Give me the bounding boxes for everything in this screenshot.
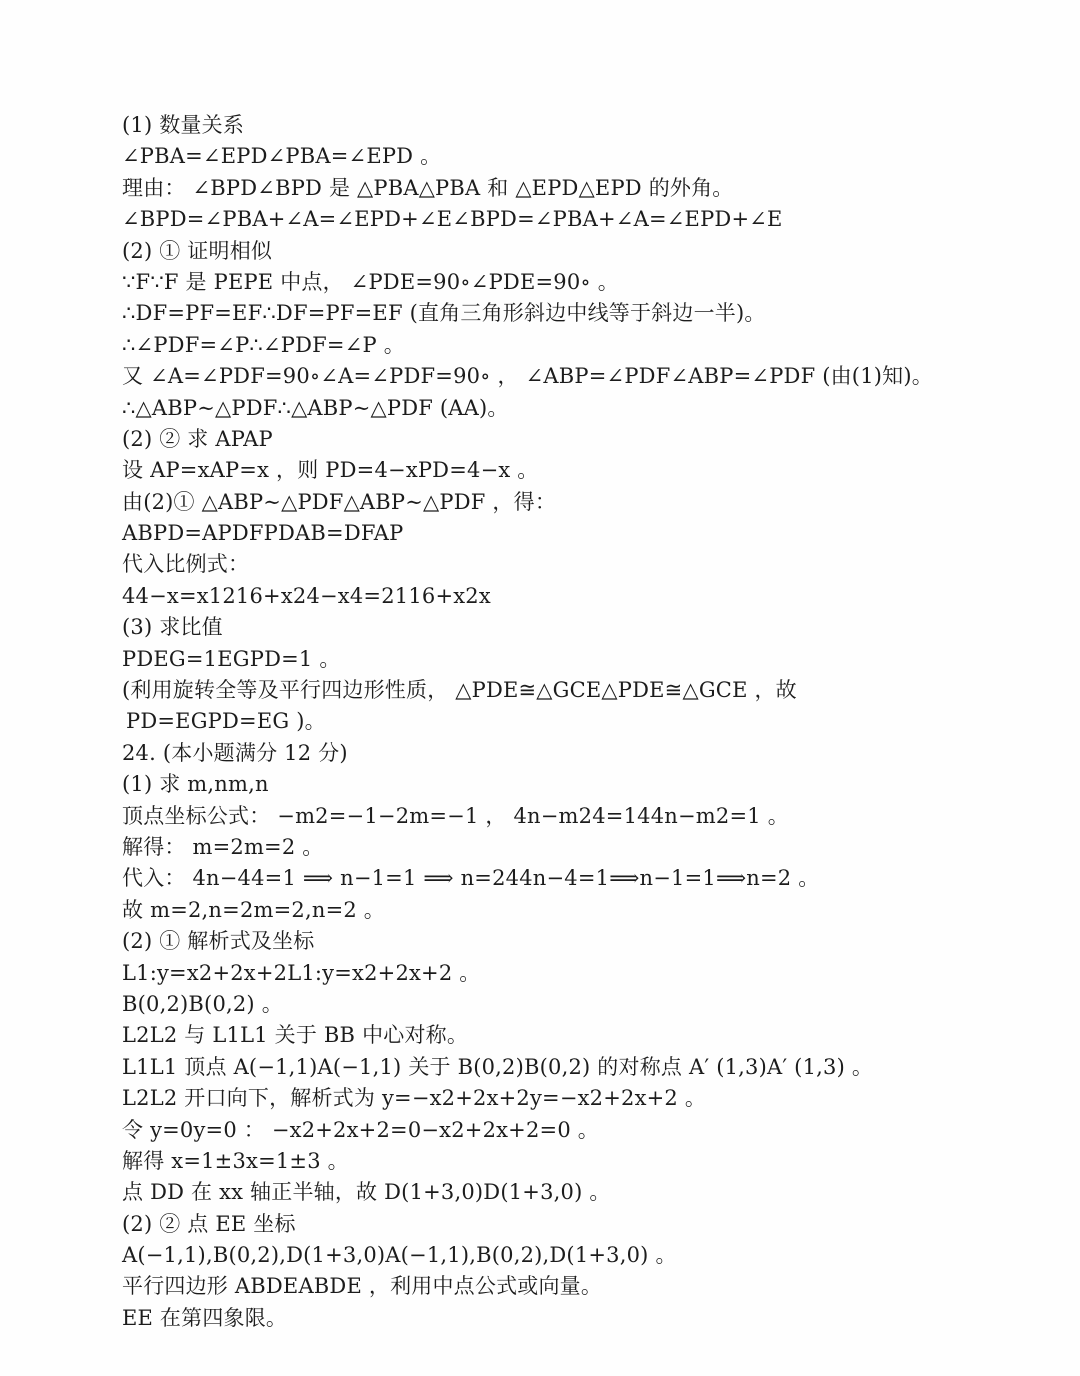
text-line: (3) 求比值 (122, 615, 223, 640)
text-line: PD=EGPD=EG )。 (126, 709, 326, 734)
text-line: ∴DF=PF=EF∴DF=PF=EF (直角三角形斜边中线等于斜边一半)。 (122, 301, 766, 326)
text-line: 故 m=2,n=2m=2,n=2 。 (122, 897, 386, 922)
text-line: ∵F∵F 是 PEPE 中点， ∠PDE=90∘∠PDE=90∘ 。 (122, 269, 619, 294)
text-line: 由(2)① △ABP∼△PDF△ABP∼△PDF ，得： (122, 489, 557, 514)
text-line: ∠BPD=∠PBA+∠A=∠EPD+∠E∠BPD=∠PBA+∠A=∠EPD+∠E (122, 207, 783, 232)
text-line: PDEG=1EGPD=1 。 (122, 646, 341, 671)
text-line: 44−x=x1216+x24−x4=2116+x2x (122, 583, 491, 608)
text-line: 令 y=0y=0 ： −x2+2x+2=0−x2+2x+2=0 。 (122, 1117, 599, 1142)
text-line: (2) ② 求 APAP (122, 426, 273, 451)
text-line: 平行四边形 ABDEABDE ，利用中点公式或向量。 (122, 1274, 603, 1299)
text-line: 代入： 4n−44=1 ⟹ n−1=1 ⟹ n=244n−4=1⟹n−1=1⟹n=2 。 (122, 866, 820, 891)
text-line: 代入比例式： (122, 552, 250, 577)
text-line: ABPD=APDFPDAB=DFAP (122, 521, 404, 546)
text-line: 设 AP=xAP=x ，则 PD=4−xPD=4−x 。 (122, 458, 539, 483)
text-line: (2) ① 解析式及坐标 (122, 929, 315, 954)
text-line: ∴△ABP∼△PDF∴△ABP∼△PDF (AA)。 (122, 395, 509, 420)
text-line: 点 DD 在 xx 轴正半轴，故 D(1+3,0)D(1+3,0) 。 (122, 1180, 611, 1205)
text-line: L2L2 与 L1L1 关于 BB 中心对称。 (122, 1023, 469, 1048)
text-line: ∠PBA=∠EPD∠PBA=∠EPD 。 (122, 144, 442, 169)
solution-text (122, 110, 1062, 1334)
text-line: (1) 求 m,nm,n (122, 772, 269, 797)
text-line: A(−1,1),B(0,2),D(1+3,0)A(−1,1),B(0,2),D(1+3,0) 。 (122, 1243, 677, 1268)
text-line: 理由： ∠BPD∠BPD 是 △PBA△PBA 和 △EPD△EPD 的外角。 (122, 175, 734, 200)
text-line: (2) ② 点 EE 坐标 (122, 1211, 296, 1236)
text-line: EE 在第四象限。 (122, 1305, 288, 1330)
text-line: ∴∠PDF=∠P∴∠PDF=∠P 。 (122, 332, 405, 357)
text-line: 又 ∠A=∠PDF=90∘∠A=∠PDF=90∘ ， ∠ABP=∠PDF∠ABP=∠PDF (由(1)知)。 (122, 364, 933, 389)
text-line: B(0,2)B(0,2) 。 (122, 991, 283, 1016)
text-line: L1L1 顶点 A(−1,1)A(−1,1) 关于 B(0,2)B(0,2) 的对称点 A′ (1,3)A′ (1,3) 。 (122, 1054, 874, 1079)
text-line: 24. (本小题满分 12 分) (122, 740, 348, 765)
text-line: (2) ① 证明相似 (122, 238, 273, 263)
text-line: (1) 数量关系 (122, 113, 245, 137)
text-line: 顶点坐标公式： −m2=−1−2m=−1 ， 4n−m24=144n−m2=1 。 (122, 803, 789, 828)
text-line: L2L2 开口向下，解析式为 y=−x2+2x+2y=−x2+2x+2 。 (122, 1086, 707, 1111)
text-line: (利用旋转全等及平行四边形性质， △PDE≅△GCE△PDE≅△GCE ，故 (122, 678, 797, 703)
text-line: L1:y=x2+2x+2L1:y=x2+2x+2 。 (122, 960, 481, 985)
text-line: 解得 x=1±3x=1±3 。 (122, 1148, 349, 1173)
text-line: 解得： m=2m=2 。 (122, 834, 324, 859)
